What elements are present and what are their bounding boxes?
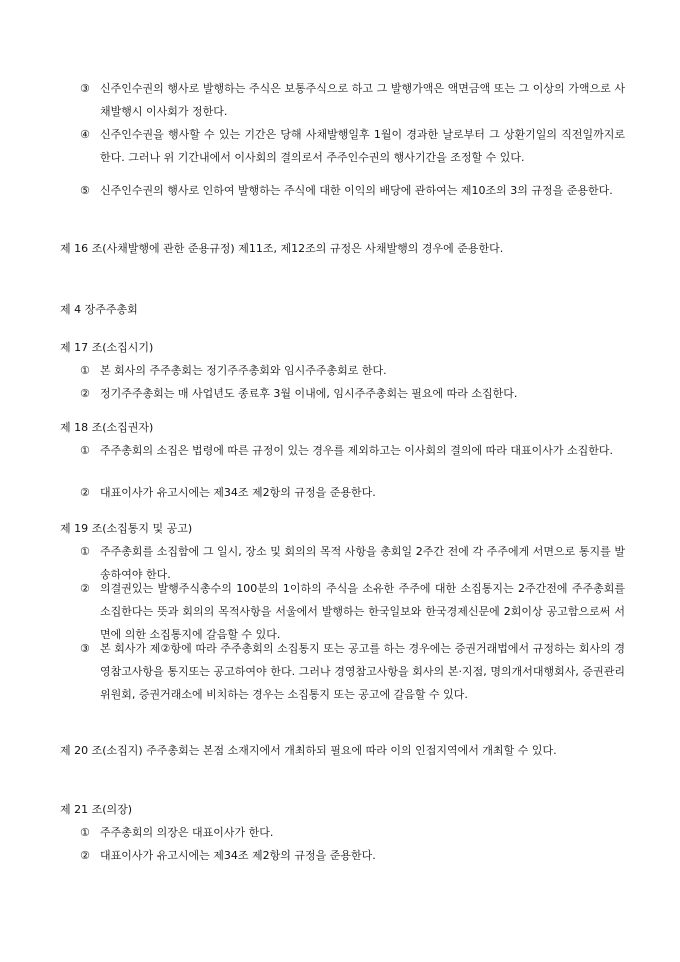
article-21-item-2 [80, 844, 625, 867]
chapter-4-title: 제 4 장주주총회 [60, 303, 138, 316]
item-number: ② [80, 849, 90, 862]
item-text: 신주인수권의 행사로 발행하는 주식은 보통주식으로 하고 그 발행가액은 액면금액 또는 그 이상의 가액으로 사채발행시 이사회가 정한다. [100, 82, 625, 118]
item-text: 신주인수권의 행사로 인하여 발행하는 주식에 대한 이익의 배당에 관하여는 제10조의 3의 규정을 준용한다. [100, 184, 613, 197]
article-18-item-2 [80, 481, 625, 504]
item-text: 정기주주총회는 매 사업년도 종료후 3월 이내에, 임시주주총회는 필요에 따라 소집한다. [100, 387, 518, 400]
article-21-item-1 [80, 821, 625, 844]
item-text: 본 회사의 주주총회는 정기주주총회와 임시주주총회로 한다. [100, 364, 387, 377]
article-18-title: 제 18 조(소집권자) [60, 421, 154, 434]
article-15-item-5 [80, 179, 625, 202]
item-number: ② [80, 387, 90, 400]
item-number: ⑤ [80, 184, 90, 197]
item-text: 대표이사가 유고시에는 제34조 제2항의 규정을 준용한다. [100, 849, 376, 862]
item-text: 의결권있는 발행주식총수의 100분의 1이하의 주식을 소유한 주주에 대한 소집통지는 2주간전에 주주총회를 소집한다는 뜻과 회의의 목적사항을 서울에서 발행하는 한국일보와 한국경제신문에 2회이상 공고함으로써 서면에 의한 소집통지에 갈음할 수 있다. [100, 582, 625, 641]
item-number: ③ [80, 82, 90, 95]
article-21-title: 제 21 조(의장) [60, 803, 133, 816]
article-17-title: 제 17 조(소집시기) [60, 341, 154, 354]
item-number: ③ [80, 642, 90, 655]
item-text: 대표이사가 유고시에는 제34조 제2항의 규정을 준용한다. [100, 486, 376, 499]
item-text: 주주총회의 의장은 대표이사가 한다. [100, 826, 274, 839]
item-number: ① [80, 364, 90, 377]
article-15-item-3 [80, 77, 625, 123]
article-15-item-4 [80, 123, 625, 169]
item-text: 신주인수권을 행사할 수 있는 기간은 당해 사채발행일후 1월이 경과한 날로부터 그 상환기일의 직전일까지로 한다. 그러나 위 기간내에서 이사회의 결의로서 주주인수권의 행사기간을 조정할 수 있다. [100, 128, 625, 164]
item-number: ① [80, 444, 90, 457]
article-20: 제 20 조(소집지) 주주총회는 본점 소재지에서 개최하되 필요에 따라 이의 인접지역에서 개최할 수 있다. [60, 744, 557, 757]
item-number: ② [80, 582, 90, 595]
item-text: 본 회사가 제②항에 따라 주주총회의 소집통지 또는 공고를 하는 경우에는 증권거래법에서 규정하는 회사의 경영참고사항을 통지또는 공고하여야 한다. 그러나 경영참고사항을 회사의 본·지점, 명의개서대행회사, 증권관리 위원회, 증권거래소에 비치하는 경우는 소집통지 또는 공고에 갈음할 수 있다. [100, 642, 625, 701]
item-number: ④ [80, 128, 90, 141]
article-18-item-1 [80, 439, 625, 462]
item-number: ① [80, 545, 90, 558]
item-text: 주주총회의 소집은 법령에 따른 규정이 있는 경우를 제외하고는 이사회의 결의에 따라 대표이사가 소집한다. [100, 444, 613, 457]
item-text: 주주총회를 소집함에 그 일시, 장소 및 회의의 목적 사항을 총회일 2주간 전에 각 주주에게 서면으로 통지를 발송하여야 한다. [100, 545, 625, 581]
article-16: 제 16 조(사채발행에 관한 준용규정) 제11조, 제12조의 규정은 사채발행의 경우에 준용한다. [60, 242, 504, 255]
item-number: ② [80, 486, 90, 499]
article-17-item-2 [80, 382, 625, 405]
article-19-title: 제 19 조(소집통지 및 공고) [60, 522, 193, 535]
article-19-item-2 [80, 577, 625, 646]
article-17-item-1 [80, 359, 625, 382]
item-number: ① [80, 826, 90, 839]
article-19-item-3 [80, 637, 625, 706]
